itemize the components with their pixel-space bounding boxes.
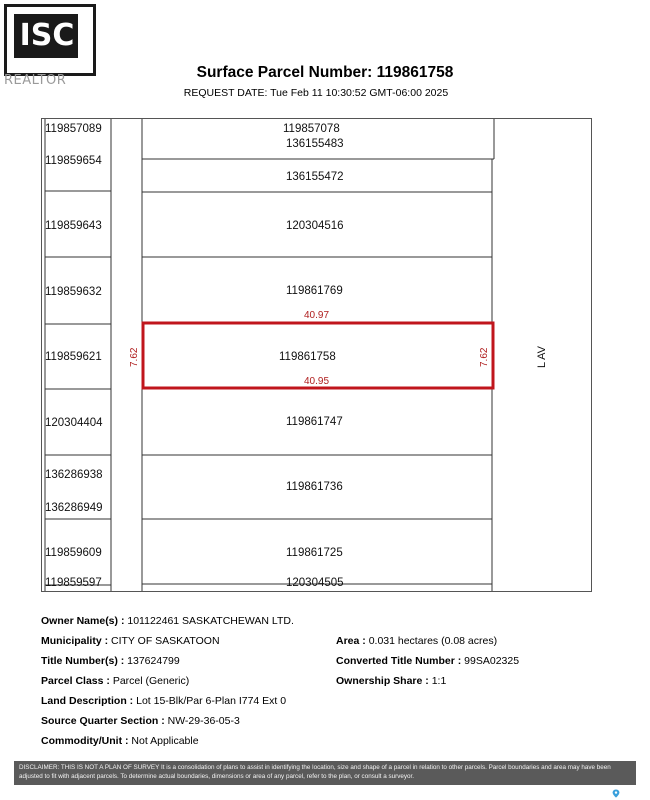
page-title: Surface Parcel Number: 119861758 xyxy=(196,64,454,81)
quarter-section-row xyxy=(41,715,240,727)
logo-text: ISC xyxy=(19,18,75,53)
converted-title-value: 99SA02325 xyxy=(464,655,520,667)
center-parcel-2: 136155483 xyxy=(286,138,344,150)
left-parcel-1: 119857089 xyxy=(45,123,102,135)
ownership-share-value: 1:1 xyxy=(431,675,447,687)
logo-caption: REALTOR xyxy=(4,73,67,88)
center-parcel-3: 136155472 xyxy=(286,171,344,183)
ownership-share-row xyxy=(336,675,446,687)
commodity-row xyxy=(41,735,199,747)
commodity-value: Not Applicable xyxy=(131,735,199,747)
center-parcel-10: 120304505 xyxy=(286,577,344,589)
parcel-class-label: Parcel Class : xyxy=(41,675,110,687)
left-parcel-3: 119859643 xyxy=(45,220,102,232)
left-parcel-9: 119859609 xyxy=(45,547,102,559)
map-pin-icon xyxy=(612,789,620,798)
center-parcel-5: 119861769 xyxy=(286,285,343,297)
parcel-class-row xyxy=(41,675,189,687)
center-parcel-4: 120304516 xyxy=(286,220,344,232)
disclaimer-banner: DISCLAIMER: THIS IS NOT A PLAN OF SURVEY It is a consolidation of plans to assist in identifying the location, size and shape of a parcel in relation to other parcels. Parcel boundaries and area may have been adjusted to fit with adjacent parcels. To determine actual boundaries, dimensions or area of any parcel, refer to the plan, or consult a surveyor. xyxy=(14,761,636,785)
left-parcel-7: 136286938 xyxy=(45,469,103,481)
request-date: REQUEST DATE: Tue Feb 11 10:30:52 GMT-06:00 2025 xyxy=(183,87,449,99)
left-parcel-5: 119859621 xyxy=(45,351,102,363)
area-value: 0.031 hectares (0.08 acres) xyxy=(368,635,498,647)
ownership-share-label: Ownership Share : xyxy=(336,675,429,687)
quarter-section-label: Source Quarter Section : xyxy=(41,715,165,727)
center-parcel-9: 119861725 xyxy=(286,547,343,559)
parcel-map xyxy=(41,118,592,592)
center-parcel-7: 119861747 xyxy=(286,416,343,428)
municipality-value: CITY OF SASKATOON xyxy=(111,635,220,647)
owner-value: 101122461 SASKATCHEWAN LTD. xyxy=(127,615,294,627)
commodity-label: Commodity/Unit : xyxy=(41,735,129,747)
municipality-row xyxy=(41,635,220,647)
left-parcel-6: 120304404 xyxy=(45,417,103,429)
center-parcel-8: 119861736 xyxy=(286,481,343,493)
left-parcel-10: 119859597 xyxy=(45,577,102,589)
dimension-left: 7.62 xyxy=(129,347,140,367)
land-description-value: Lot 15-Blk/Par 6-Plan I774 Ext 0 xyxy=(136,695,287,707)
left-parcel-8: 136286949 xyxy=(45,502,103,514)
owner-row xyxy=(41,615,294,627)
parcel-class-value: Parcel (Generic) xyxy=(112,675,190,687)
dimension-right: 7.62 xyxy=(479,347,490,367)
dimension-top: 40.97 xyxy=(304,310,330,321)
municipality-label: Municipality : xyxy=(41,635,109,647)
owner-label: Owner Name(s) : xyxy=(41,615,125,627)
land-description-label: Land Description : xyxy=(41,695,134,707)
dimension-bottom: 40.95 xyxy=(304,376,330,387)
converted-title-row xyxy=(336,655,519,667)
left-parcel-2: 119859654 xyxy=(45,155,102,167)
title-number-row xyxy=(41,655,180,667)
area-label: Area : xyxy=(336,635,366,647)
left-parcel-4: 119859632 xyxy=(45,286,102,298)
title-number-label: Title Number(s) : xyxy=(41,655,125,667)
street-label: L AV xyxy=(536,345,548,368)
area-row xyxy=(336,635,497,647)
converted-title-label: Converted Title Number : xyxy=(336,655,462,667)
subject-parcel-label: 119861758 xyxy=(279,351,336,363)
land-description-row xyxy=(41,695,286,707)
quarter-section-value: NW-29-36-05-3 xyxy=(167,715,240,727)
title-number-value: 137624799 xyxy=(127,655,180,667)
center-parcel-1: 119857078 xyxy=(283,123,340,135)
